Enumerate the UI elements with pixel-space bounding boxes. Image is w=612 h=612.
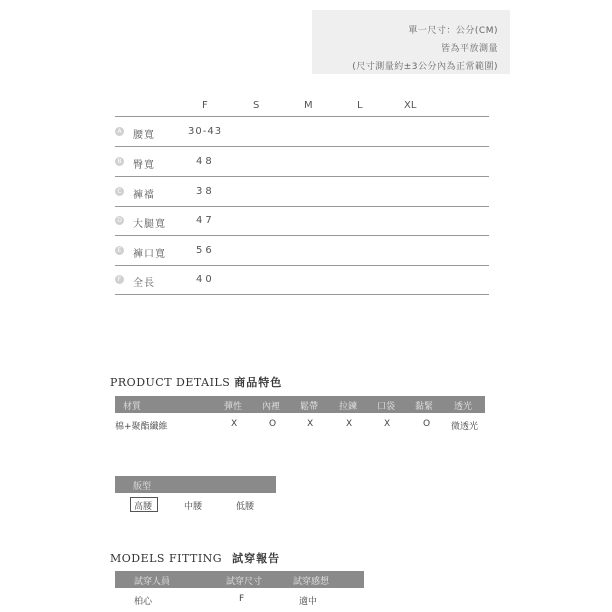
row-marker: D <box>115 216 124 225</box>
product-details-header-bar <box>115 396 485 413</box>
row-value: 48 <box>196 156 215 167</box>
row-marker: E <box>115 246 124 255</box>
value-model: 柏心 <box>134 597 153 607</box>
product-details-title-zh: 商品特色 <box>234 376 283 389</box>
size-row-waist <box>115 117 489 147</box>
value-zipper: X <box>346 419 353 429</box>
header-tight: 黏緊 <box>415 402 434 412</box>
value-sheerness: 微透光 <box>451 422 479 432</box>
fit-header: 版型 <box>133 482 152 492</box>
header-feedback: 試穿感想 <box>293 577 330 587</box>
models-fitting-title-zh: 試穿報告 <box>232 552 281 565</box>
product-details-title <box>110 374 282 390</box>
size-header-xl: XL <box>404 100 417 111</box>
value-lining: O <box>269 419 277 429</box>
row-value: 56 <box>196 245 215 256</box>
header-elasticity: 彈性 <box>224 402 243 412</box>
size-header-l: L <box>357 100 363 111</box>
measure-method-note: 皆為平放測量 <box>440 44 498 54</box>
row-label: 腰寬 <box>133 130 155 141</box>
size-row-rise <box>115 177 489 207</box>
fit-option-mid: 中腰 <box>184 502 203 512</box>
row-label: 大腿寬 <box>133 219 166 230</box>
header-pocket: 口袋 <box>377 402 396 412</box>
size-header-m: M <box>304 100 313 111</box>
fit-option-low: 低腰 <box>236 502 255 512</box>
header-model: 試穿人員 <box>134 577 171 587</box>
models-fitting-header-bar <box>115 571 364 588</box>
size-row-hip <box>115 147 489 177</box>
row-label: 褲襠 <box>133 190 155 201</box>
value-material: 棉+聚酯纖維 <box>115 422 168 432</box>
row-value: 38 <box>196 186 215 197</box>
size-unit-note: 單一尺寸：公分(CM) <box>408 26 498 36</box>
models-fitting-title <box>110 550 280 566</box>
fit-header-bar <box>115 476 276 493</box>
size-header-f: F <box>202 100 208 111</box>
size-header-s: S <box>253 100 260 111</box>
models-fitting-title-en: MODELS FITTING <box>110 552 223 565</box>
value-waistband: X <box>307 419 314 429</box>
row-label: 褲口寬 <box>133 249 166 260</box>
product-details-title-en: PRODUCT DETAILS <box>110 376 231 389</box>
row-label: 全長 <box>133 278 155 289</box>
tolerance-note: (尺寸測量約±3公分內為正常範圍) <box>352 62 498 72</box>
size-row-thigh <box>115 206 489 236</box>
size-note-box <box>312 10 510 74</box>
row-value: 40 <box>196 274 215 285</box>
value-pocket: X <box>384 419 391 429</box>
header-zipper: 拉鍊 <box>339 402 358 412</box>
value-tight: O <box>423 419 431 429</box>
row-marker: F <box>115 275 124 284</box>
value-elasticity: X <box>231 419 238 429</box>
row-value: 47 <box>196 215 215 226</box>
value-feedback: 適中 <box>299 597 318 607</box>
row-marker: C <box>115 187 124 196</box>
row-marker: B <box>115 157 124 166</box>
fit-option-high: 高腰 <box>134 502 153 512</box>
header-size-worn: 試穿尺寸 <box>226 577 263 587</box>
row-value: 30-43 <box>188 126 223 137</box>
size-row-length <box>115 265 489 295</box>
header-material: 材質 <box>123 402 142 412</box>
size-row-hem <box>115 236 489 266</box>
header-sheerness: 透光 <box>454 402 473 412</box>
row-label: 臀寬 <box>133 160 155 171</box>
value-size-worn: F <box>239 594 245 604</box>
header-lining: 內裡 <box>262 402 281 412</box>
row-marker: A <box>115 127 124 136</box>
header-waistband: 鬆帶 <box>300 402 319 412</box>
